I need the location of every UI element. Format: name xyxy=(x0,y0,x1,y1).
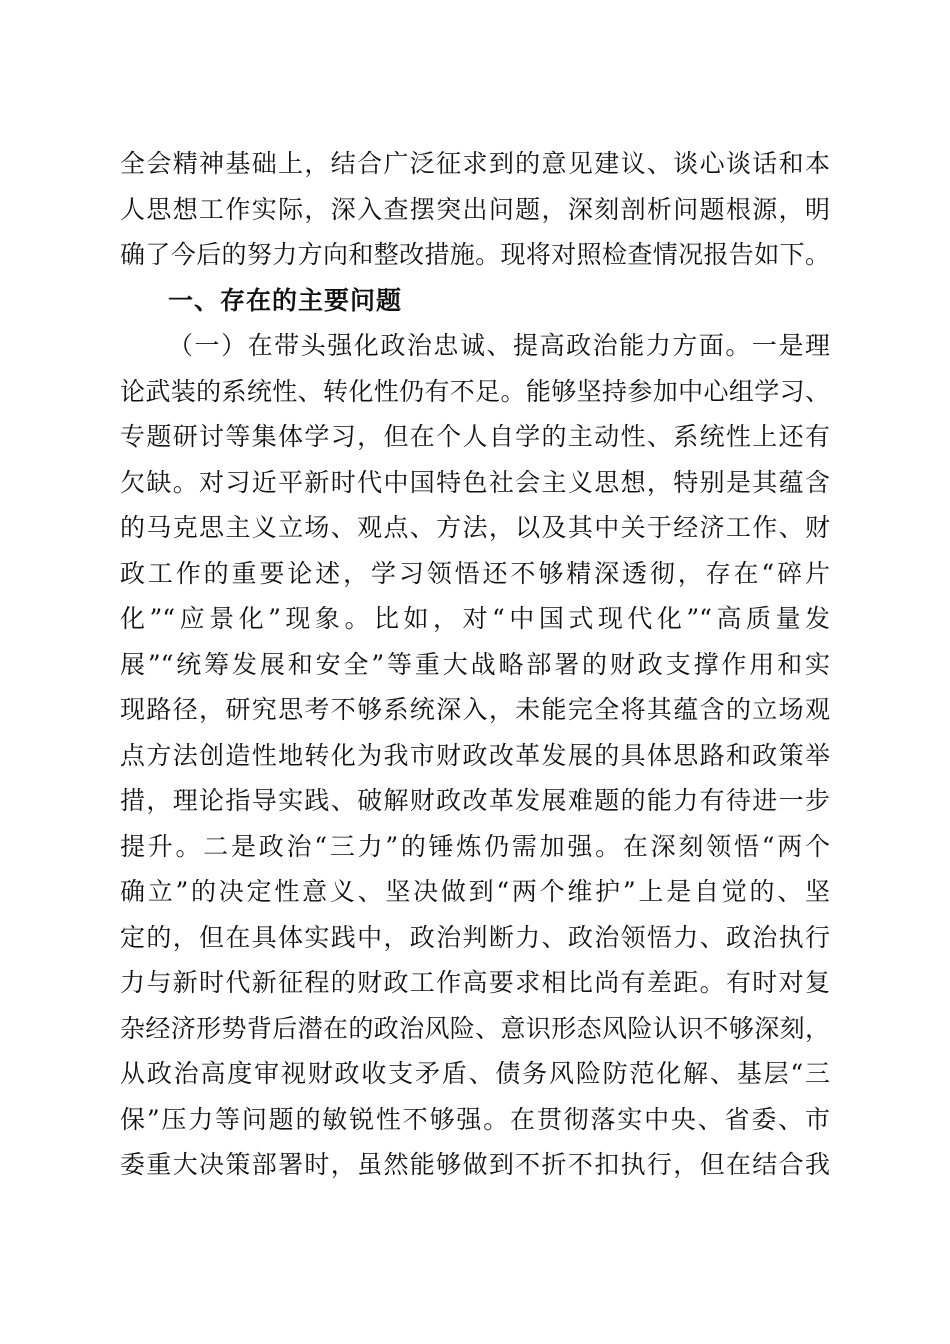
body-line: 委重大决策部署时，虽然能够做到不折不扣执行，但在结合我 xyxy=(120,1150,830,1179)
body-line: 确了今后的努力方向和整改措施。现将对照检查情况报告如下。 xyxy=(120,240,830,269)
body-line: 保”压力等问题的敏锐性不够强。在贯彻落实中央、省委、市 xyxy=(120,1104,830,1134)
body-line: 欠缺。对习近平新时代中国特色社会主义思想，特别是其蕴含 xyxy=(120,467,830,497)
body-line: 论武装的系统性、转化性仍有不足。能够坚持参加中心组学习、 xyxy=(120,376,830,406)
body-line: 化”“应景化”现象。比如，对“中国式现代化”“高质量发 xyxy=(120,604,830,633)
body-line: 展”“统筹发展和安全”等重大战略部署的财政支撑作用和实 xyxy=(120,649,830,679)
body-line: 定的，但在具体实践中，政治判断力、政治领悟力、政治执行 xyxy=(120,922,830,952)
body-line: 确立”的决定性意义、坚决做到“两个维护”上是自觉的、坚 xyxy=(120,877,830,906)
document-body xyxy=(120,141,830,1188)
body-line: 提升。二是政治“三力”的锤炼仍需加强。在深刻领悟“两个 xyxy=(120,831,830,861)
body-line: 从政治高度审视财政收支矛盾、债务风险防范化解、基层“三 xyxy=(120,1059,830,1088)
body-line: 杂经济形势背后潜在的政治风险、意识形态风险认识不够深刻， xyxy=(120,1013,830,1043)
body-line: 全会精神基础上，结合广泛征求到的意见建议、谈心谈话和本 xyxy=(120,149,830,178)
body-line: 的马克思主义立场、观点、方法，以及其中关于经济工作、财 xyxy=(120,513,830,542)
body-line: 政工作的重要论述，学习领悟还不够精深透彻，存在“碎片 xyxy=(120,558,830,588)
body-line: 点方法创造性地转化为我市财政改革发展的具体思路和政策举 xyxy=(120,740,830,770)
subsection-opening-line: （一）在带头强化政治忠诚、提高政治能力方面。一是理 xyxy=(168,331,830,360)
body-line: 人思想工作实际，深入查摆突出问题，深刻剖析问题根源，明 xyxy=(120,194,830,224)
body-line: 现路径，研究思考不够系统深入，未能完全将其蕴含的立场观 xyxy=(120,695,830,724)
body-line: 专题研讨等集体学习，但在个人自学的主动性、系统性上还有 xyxy=(120,422,830,451)
section-heading: 一、存在的主要问题 xyxy=(168,285,403,315)
body-line: 力与新时代新征程的财政工作高要求相比尚有差距。有时对复 xyxy=(120,968,830,997)
body-line: 措，理论指导实践、破解财政改革发展难题的能力有待进一步 xyxy=(120,786,830,815)
